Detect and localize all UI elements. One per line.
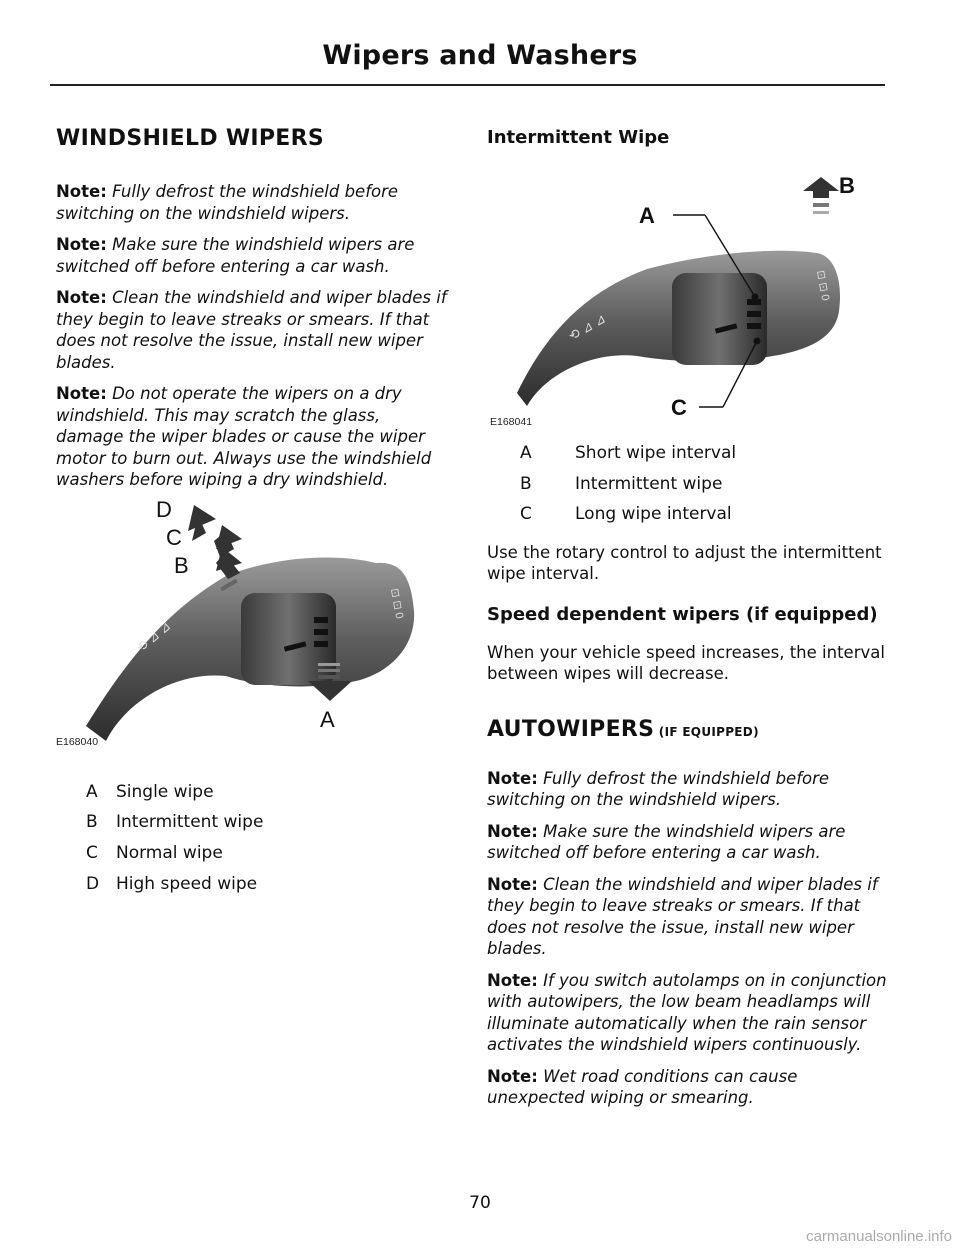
legend-value: Intermittent wipe xyxy=(116,812,264,833)
intermittent-stalk-illustration xyxy=(487,161,887,426)
svg-text:⊡ ⊡ 0: ⊡ ⊡ 0 xyxy=(814,269,832,302)
speed-dependent-text: When your vehicle speed increases, the interval between wipes will decrease. xyxy=(487,642,885,684)
wiper-stalk-figure-e168041 xyxy=(487,161,887,426)
autowipers-qualifier: (IF EQUIPPED) xyxy=(654,724,759,739)
legend-row xyxy=(86,868,448,899)
note xyxy=(487,970,887,1056)
wiper-stalk-figure-e168040 xyxy=(56,501,448,761)
note xyxy=(487,1066,887,1109)
note-text: Fully defrost the windshield before switching on the windshield wipers. xyxy=(56,182,399,223)
legend-table xyxy=(86,777,448,899)
arrow-b-icon xyxy=(803,177,839,214)
autowipers-title: AUTOWIPERS xyxy=(487,716,655,742)
legend-value: Long wipe interval xyxy=(575,504,732,525)
legend-key: A xyxy=(86,781,98,802)
watermark: carmanualsonline.info xyxy=(806,1228,952,1245)
svg-text:⊡ ⊡ 0: ⊡ ⊡ 0 xyxy=(388,586,406,620)
legend-value: High speed wipe xyxy=(116,873,258,894)
svg-text:⟲ ⊿ ⊿: ⟲ ⊿ ⊿ xyxy=(133,617,174,655)
note-text: Make sure the windshield wipers are switched off before entering a car wash. xyxy=(56,235,415,276)
rotary-ring xyxy=(672,273,767,365)
callout-b-label: B xyxy=(174,552,189,578)
note-text: Do not operate the wipers on a dry windshield. This may scratch the glass, damage the wiper blades or cause the wiper motor to burn out. Always use the windshield washers before wiping a dry windshield. xyxy=(56,384,432,489)
section-heading-windshield-wipers: WINDSHIELD WIPERS xyxy=(56,126,325,151)
note-label: Note: xyxy=(487,970,538,990)
page-number: 70 xyxy=(469,1193,491,1213)
figure-code: E168041 xyxy=(490,416,533,428)
legend-key: B xyxy=(520,473,532,494)
page-header-title: Wipers and Washers xyxy=(322,40,638,71)
note-label: Note: xyxy=(56,288,107,307)
note-text: Make sure the windshield wipers are switched off before entering a car wash. xyxy=(487,821,846,863)
legend-value: Normal wipe xyxy=(116,842,223,863)
header-rule xyxy=(50,84,885,86)
legend-row xyxy=(86,807,448,838)
note-label: Note: xyxy=(487,768,538,788)
callout-d-label: D xyxy=(156,500,172,522)
note-label: Note: xyxy=(487,874,538,894)
callout-a-label: A xyxy=(320,706,335,732)
legend-key: D xyxy=(86,873,100,894)
note xyxy=(487,768,887,811)
legend-row xyxy=(86,777,448,808)
note xyxy=(487,821,887,864)
legend-value: Intermittent wipe xyxy=(575,473,723,494)
callout-c-label: C xyxy=(166,524,182,550)
legend-value: Short wipe interval xyxy=(575,443,737,464)
legend-key: C xyxy=(520,504,532,525)
legend-key: A xyxy=(520,443,532,464)
legend-key: C xyxy=(86,842,98,863)
section-heading-autowipers xyxy=(487,717,887,742)
note-text: Wet road conditions can cause unexpected wiping or smearing. xyxy=(487,1066,798,1108)
legend-row xyxy=(86,838,448,869)
legend-key: B xyxy=(86,812,98,833)
svg-text:⟲ ⊿ ⊿: ⟲ ⊿ ⊿ xyxy=(566,310,609,344)
note-label: Note: xyxy=(56,235,107,254)
note-text: Clean the windshield and wiper blades if they begin to leave streaks or smears. If that does not resolve the issue, install new wiper blades. xyxy=(56,288,447,372)
legend-table xyxy=(520,438,887,530)
note xyxy=(487,874,887,960)
note-label: Note: xyxy=(56,384,107,403)
figure-code: E168040 xyxy=(56,735,99,748)
legend-row xyxy=(520,499,887,530)
right-column xyxy=(487,120,887,1119)
note xyxy=(56,234,448,277)
legend-row xyxy=(520,438,887,469)
note xyxy=(56,287,448,373)
note-text: Clean the windshield and wiper blades if they begin to leave streaks or smears. If that does not resolve the issue, install new wiper blades. xyxy=(487,874,878,959)
rotary-control-text: Use the rotary control to adjust the intermittent wipe interval. xyxy=(487,542,882,584)
callout-b-label: B xyxy=(839,173,855,198)
wiper-stalk-illustration xyxy=(56,501,448,761)
section-heading-speed-dependent-wipers: Speed dependent wipers (if equipped) xyxy=(487,603,878,625)
note-label: Note: xyxy=(56,182,107,201)
note-text: If you switch autolamps on in conjunction with autowipers, the low beam headlamps will illuminate automatically when the rain sensor activates the windshield wipers continuously. xyxy=(487,970,887,1055)
section-heading-intermittent-wipe: Intermittent Wipe xyxy=(487,127,670,148)
callout-c-label: C xyxy=(671,395,687,420)
legend-value: Single wipe xyxy=(116,781,214,802)
note-label: Note: xyxy=(487,821,538,841)
arrow-d-icon xyxy=(188,505,216,541)
legend-row xyxy=(520,469,887,500)
note xyxy=(56,383,448,491)
note-text: Fully defrost the windshield before switching on the windshield wipers. xyxy=(487,768,830,810)
left-column xyxy=(56,120,448,899)
note-label: Note: xyxy=(487,1066,538,1086)
callout-a-label: A xyxy=(639,203,655,228)
note xyxy=(56,181,448,224)
